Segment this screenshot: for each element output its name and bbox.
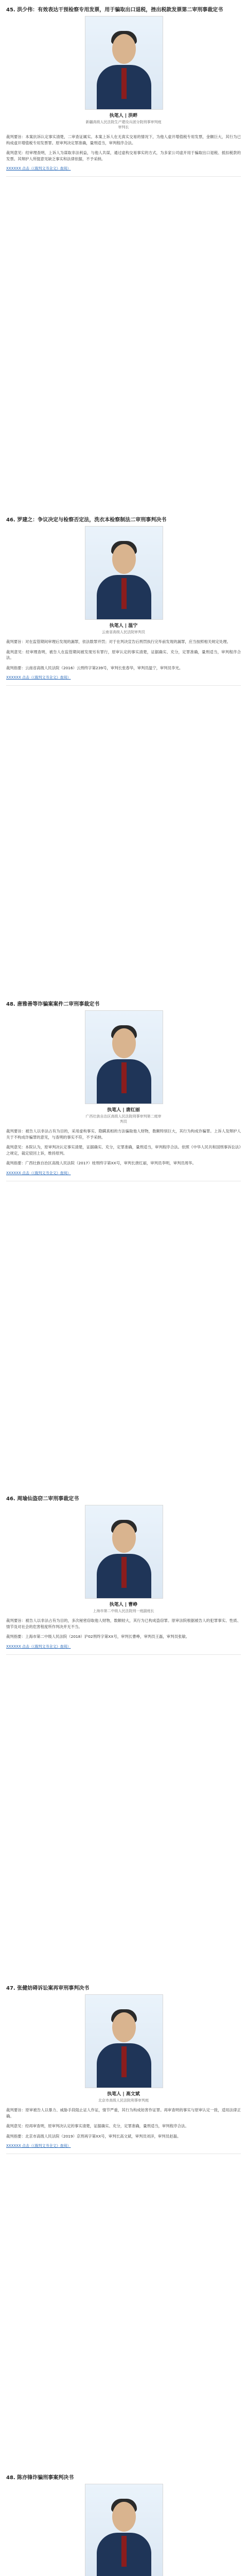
- author-photo-block: [85, 1505, 162, 1614]
- author-photo-block: [85, 1010, 162, 1124]
- paragraph: 裁判指要：上海市第二中级人民法院（2018）沪02刑终字第XX号，审判长曹峥，审判员王磊，审判员张敏。: [6, 1634, 190, 1639]
- paragraph: 裁判指要：云南省高级人民法院（2016）云刑终字第239号，审判长张春华，审判员温宁，审判员李光。: [6, 665, 183, 670]
- author-photo: [85, 1994, 163, 2088]
- author-role: 云南省高级人民法院审判员: [102, 630, 145, 634]
- full-text-link[interactable]: XXXXXX 点击（《裁判文书全文》查阅）: [6, 166, 71, 171]
- paragraph: 裁判要旨：被告人以非法占有为目的，采用虚构事实、隐瞒真相的方法骗取他人财物，数额特别巨大，其行为构成诈骗罪。上诉人及辩护人关于不构成诈骗罪的意见，与查明的事实不符，不予采纳。: [6, 1129, 241, 1140]
- author-photo: [85, 1010, 163, 1104]
- paragraph: 裁判意见：经审理查明，被告人在监管期间被发现另有罪行，原审认定的事实清楚，证据确实、充分，定罪准确，量刑适当，审判程序合法。: [6, 649, 241, 660]
- case-section-5: [0, 1984, 247, 2154]
- case-section-4: [0, 1494, 247, 1655]
- paragraph: 裁判意见：经审理查明，上诉人为谋取非法利益，与他人共谋，通过虚构交易事实的方式，为多家公司虚开用于骗取出口退税、抵扣税款的发票。其辩护人所提意见缺乏事实和法律依据，不予采纳。: [6, 150, 241, 161]
- paragraph: 裁判要旨：本案抗诉认定事实清楚，二审查证属实。本案上诉人在无真实交易的情况下，为他人虚开增值税专用发票，金额巨大，其行为已构成虚开增值税专用发票罪。原审判决定罪准确，量刑适当，审判程序合法。: [6, 134, 241, 145]
- case-section-6: [0, 2473, 247, 2576]
- case-title: 46. 罗建之：争议决定与检察否定法，洗衣本检察制法二审刑事判决书: [6, 517, 167, 523]
- full-text-link[interactable]: XXXXXX 点击（《裁判文书全文》查阅）: [6, 2144, 71, 2148]
- author-photo: [85, 16, 163, 110]
- author-photo-block: [85, 1994, 162, 2103]
- full-text-link[interactable]: XXXXXX 点击（《裁判文书全文》查阅）: [6, 1644, 71, 1649]
- author-photo: [85, 2484, 163, 2576]
- full-text-link[interactable]: XXXXXX 点击（《裁判文书全文》查阅）: [6, 675, 71, 680]
- case-title: 47. 张健妨碍诉讼案再审刑事判决书: [6, 1986, 90, 1991]
- paragraph: 裁判意见：经再审查明，原审判决认定的事实清楚，证据确实、充分，定罪准确，量刑适当，审判程序合法。: [6, 2124, 189, 2128]
- case-title: 48. 唐雅善等诈骗案案件二审刑事裁定书: [6, 1002, 100, 1007]
- author-photo-block: [85, 16, 162, 130]
- author-name: 执笔人 | 洪畔: [109, 113, 138, 118]
- author-role: 北京市高级人民法院刑事审判庭: [98, 2098, 149, 2103]
- divider: [6, 1654, 241, 1655]
- author-photo-block: [85, 526, 162, 635]
- case-title: 48. 陈亦锋诈骗刑事案判决书: [6, 2475, 74, 2481]
- author-name: 执笔人 | 温宁: [109, 623, 138, 629]
- full-text-link[interactable]: XXXXXX 点击（《裁判文书全文》查阅）: [6, 1171, 71, 1175]
- case-section-3: [0, 999, 247, 1181]
- paragraph: 裁判指要：北京市高级人民法院（2019）京刑再字第XX号，审判长高文斌，审判员刘洋，审判员赵磊。: [6, 2133, 181, 2139]
- case-title: 45. 洪少伟：有效表达干预检察专用发票，用于骗取出口退税，挫出税款发票第二审刑事裁定书: [6, 7, 223, 13]
- case-section-2: [0, 515, 247, 686]
- divider: [6, 685, 241, 686]
- paragraph: 裁判指要：广西壮族自治区高级人民法院（2017）桂刑终字第XX号，审判长唐红丽，审判员李明，审判员周华。: [6, 1161, 196, 1165]
- author-photo: [85, 1505, 163, 1599]
- divider: [6, 176, 241, 177]
- author-name: 执笔人 | 唐红丽: [107, 1108, 140, 1113]
- author-role: 广西壮族自治区高级人民法院刑事审判第二庭审判员: [85, 1114, 162, 1124]
- author-role: 新疆高级人民法院生产建设兵团分院刑事审判庭审判长: [85, 120, 162, 129]
- case-title: 46. 周瑜仙盗窃二审刑事裁定书: [6, 1496, 79, 1502]
- paragraph: 裁判意见：本院认为，原审判决认定事实清楚，证据确实、充分，定罪准确，量刑适当，审判程序合法。依照《中华人民共和国刑事诉讼法》之规定，裁定驳回上诉，维持原判。: [6, 1145, 241, 1156]
- author-role: 上海市第二中级人民法院刑一庭副庭长: [93, 1609, 154, 1613]
- author-name: 执笔人 | 高文斌: [107, 2092, 140, 2097]
- paragraph: 裁判要旨：被告人以非法占有为目的，多次秘密窃取他人财物，数额较大，其行为已构成盗窃罪。原审法院根据被告人的犯罪事实、性质、情节及对社会的危害程度所作判决并无不当。: [6, 1618, 241, 1629]
- paragraph: 裁判要旨：原审被告人以暴力、威胁手段阻止证人作证，情节严重，其行为构成妨害作证罪。再审查明的事实与原审认定一致，适用法律正确。: [6, 2108, 241, 2119]
- author-photo: [85, 526, 163, 620]
- author-name: 执笔人 | 曹峥: [109, 1602, 138, 1607]
- author-photo-block: [85, 2484, 162, 2576]
- case-section-1: [0, 5, 247, 177]
- paragraph: 裁判要旨：对在监管期间审理后发现的漏罪，依法数罪并罚；对于在判决宣告后刑罚执行完毕前发现的漏罪，应当按照相关规定处理。: [6, 639, 231, 644]
